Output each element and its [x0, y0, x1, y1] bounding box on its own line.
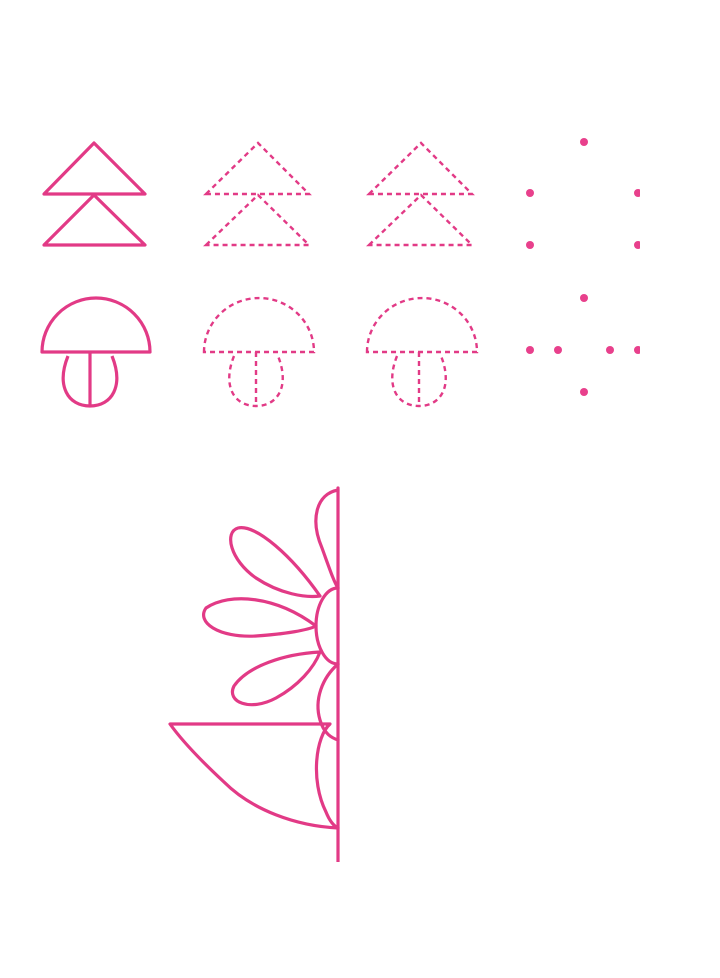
model-tree-top-triangle: [44, 143, 145, 194]
dashed-mushroom-cap: [204, 298, 314, 352]
petal-lower-left: [232, 652, 320, 705]
guide-dots: [526, 138, 640, 396]
flower-leaf: [170, 724, 338, 828]
model-mushroom-cap: [42, 298, 150, 352]
guide-dot: [526, 189, 534, 197]
guide-dot: [634, 189, 640, 197]
guide-dot: [526, 346, 534, 354]
guide-dot: [634, 241, 640, 249]
guide-dot: [580, 388, 588, 396]
guide-dot: [634, 346, 640, 354]
petal-middle-left: [204, 599, 316, 636]
dashed-tree-bottom-triangle: [369, 195, 472, 245]
guide-dot: [526, 241, 534, 249]
dashed-tree-top-triangle: [206, 143, 309, 194]
guide-dot: [606, 346, 614, 354]
guide-dot: [580, 294, 588, 302]
dashed-tree-bottom-triangle: [206, 195, 309, 245]
dashed-mushroom-cap: [367, 298, 477, 352]
petal-upper-left: [231, 528, 320, 597]
top-ornament-border: [0, 6, 720, 46]
dashed-tree-top-triangle: [369, 143, 472, 194]
model-tree-bottom-triangle: [44, 195, 145, 245]
model-drawings: [42, 143, 150, 406]
flower-grid: [30, 486, 652, 862]
half-flower-drawing: [170, 488, 338, 862]
tracing-drawings-1: [204, 143, 314, 406]
petal-top: [316, 490, 338, 588]
bottom-ornament-border: [0, 930, 720, 970]
petal-bottom: [318, 664, 338, 740]
trees-mushrooms-grid: [38, 86, 640, 410]
guide-dot: [554, 346, 562, 354]
guide-dot: [580, 138, 588, 146]
tracing-drawings-2: [367, 143, 477, 406]
